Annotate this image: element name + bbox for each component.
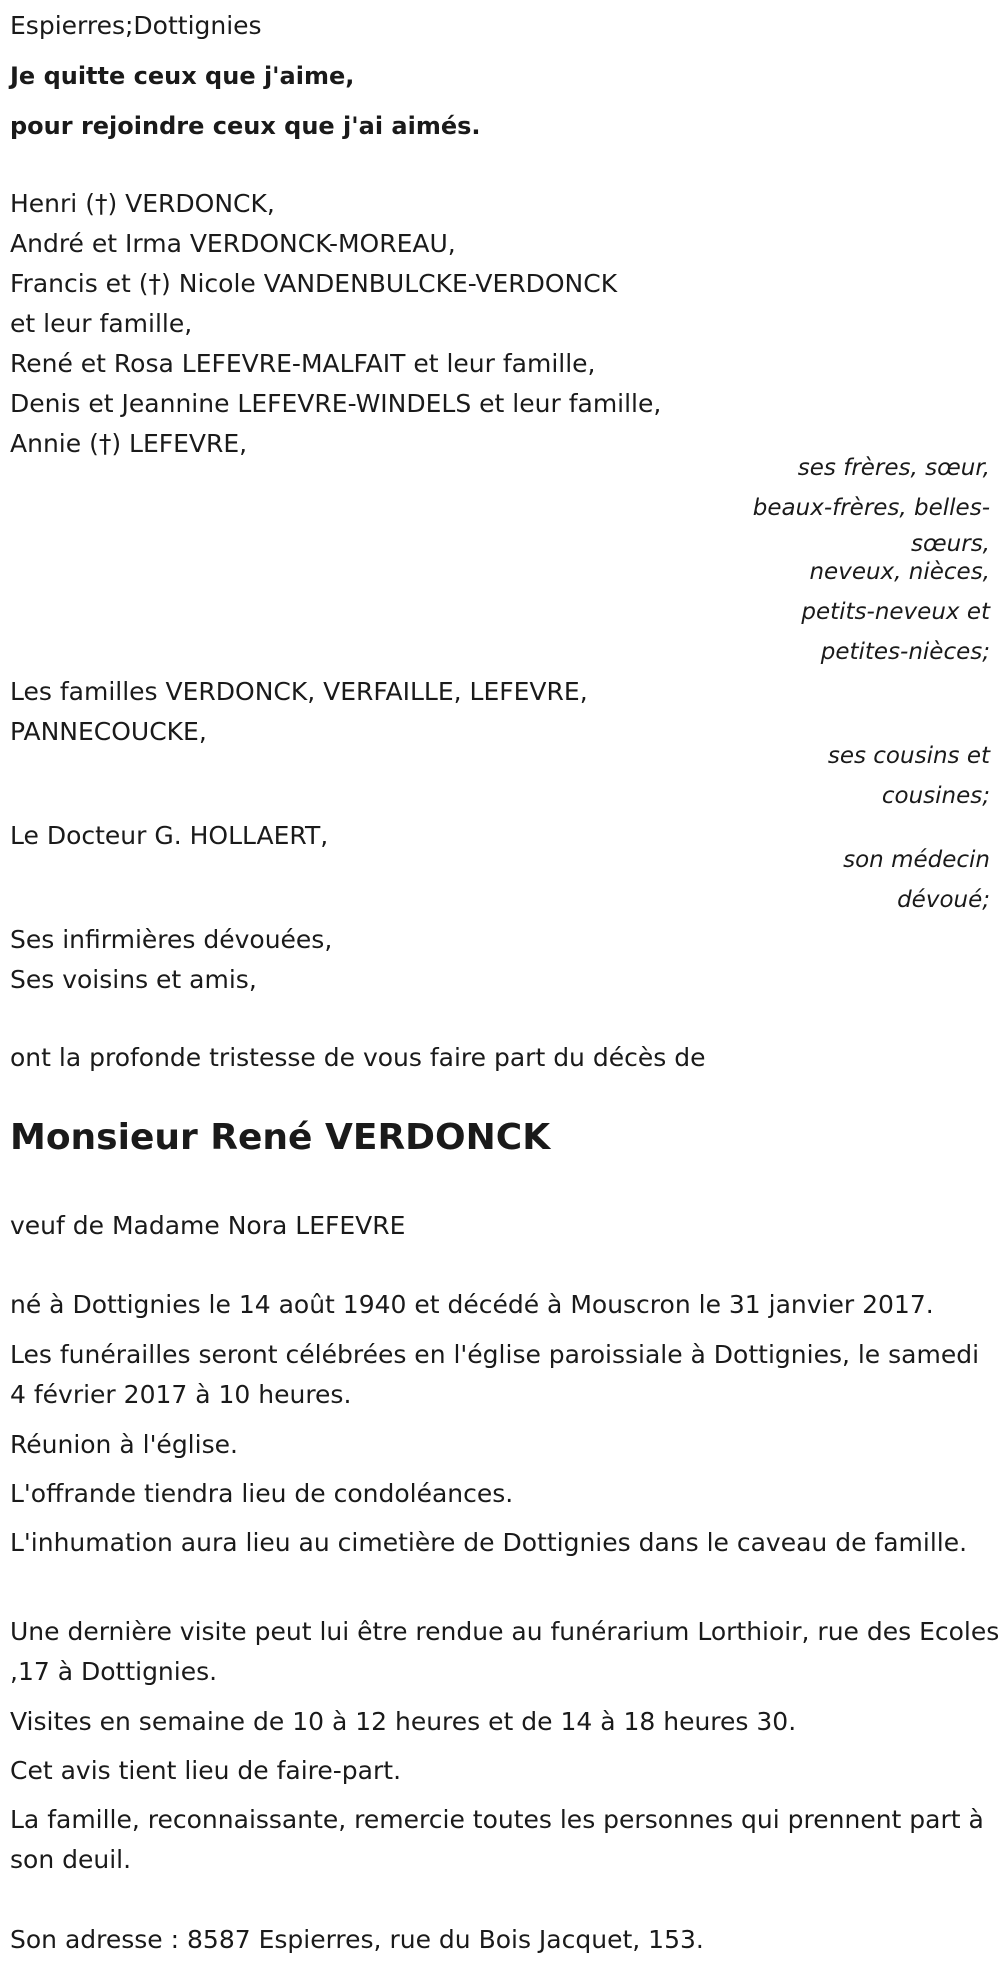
family-role-line: petites-nièces; bbox=[820, 639, 990, 665]
detail-paragraph: né à Dottignies le 14 août 1940 et décédé à Mouscron le 31 janvier 2017. bbox=[10, 1290, 934, 1319]
detail-paragraph: Visites en semaine de 10 à 12 heures et de 14 à 18 heures 30. bbox=[10, 1707, 797, 1736]
doctor-role-line-1: son médecin bbox=[843, 847, 990, 873]
doctor-role-line-2: dévoué; bbox=[897, 887, 990, 913]
family-line: René et Rosa LEFEVRE-MALFAIT et leur famille, bbox=[10, 349, 596, 378]
family-role-line: ses frères, sœur, bbox=[797, 455, 990, 481]
detail-paragraph: Réunion à l'église. bbox=[10, 1430, 238, 1459]
families-role-line-1: ses cousins et bbox=[827, 743, 990, 769]
location-header: Espierres;Dottignies bbox=[10, 11, 262, 40]
detail-paragraph: L'inhumation aura lieu au cimetière de Dottignies dans le caveau de famille. bbox=[10, 1528, 968, 1557]
family-line: et leur famille, bbox=[10, 309, 193, 338]
widower-text: veuf de Madame Nora LEFEVRE bbox=[10, 1211, 406, 1240]
family-line: Francis et (†) Nicole VANDENBULCKE-VERDONCK bbox=[10, 269, 618, 298]
family-line: Denis et Jeannine LEFEVRE-WINDELS et leur famille, bbox=[10, 389, 662, 418]
detail-paragraph: L'offrande tiendra lieu de condoléances. bbox=[10, 1479, 514, 1508]
others-line-1: Ses infirmières dévouées, bbox=[10, 925, 333, 954]
doctor-name: Le Docteur G. HOLLAERT, bbox=[10, 821, 329, 850]
families-line-1: Les familles VERDONCK, VERFAILLE, LEFEVRE, bbox=[10, 677, 588, 706]
quote-line-2: pour rejoindre ceux que j'ai aimés. bbox=[10, 112, 481, 140]
family-line: André et Irma VERDONCK-MOREAU, bbox=[10, 229, 456, 258]
family-role-line: neveux, nièces, bbox=[809, 559, 990, 585]
others-line-2: Ses voisins et amis, bbox=[10, 965, 257, 994]
family-role-line: petits-neveux et bbox=[801, 599, 990, 625]
detail-paragraph: Les funérailles seront célébrées en l'église paroissiale à Dottignies, le samedi 4 février 2017 à 10 heures. bbox=[10, 1340, 980, 1409]
family-role-line: beaux-frères, belles- bbox=[752, 495, 990, 521]
family-line: Annie (†) LEFEVRE, bbox=[10, 429, 248, 458]
family-role-line: sœurs, bbox=[911, 531, 990, 557]
quote-line-1: Je quitte ceux que j'aime, bbox=[10, 62, 355, 90]
announcement-text: ont la profonde tristesse de vous faire part du décès de bbox=[10, 1043, 706, 1072]
family-line: Henri (†) VERDONCK, bbox=[10, 189, 275, 218]
families-role-line-2: cousines; bbox=[881, 783, 990, 809]
detail-paragraph: Cet avis tient lieu de faire-part. bbox=[10, 1756, 402, 1785]
families-line-2: PANNECOUCKE, bbox=[10, 717, 207, 746]
deceased-name: Monsieur René VERDONCK bbox=[10, 1117, 551, 1158]
detail-paragraph: Une dernière visite peut lui être rendue au funérarium Lorthioir, rue des Ecoles ,17 à Dottignies. bbox=[10, 1617, 1000, 1686]
address-text: Son adresse : 8587 Espierres, rue du Bois Jacquet, 153. bbox=[10, 1925, 704, 1954]
detail-paragraph: La famille, reconnaissante, remercie toutes les personnes qui prennent part à son deuil. bbox=[10, 1805, 984, 1874]
